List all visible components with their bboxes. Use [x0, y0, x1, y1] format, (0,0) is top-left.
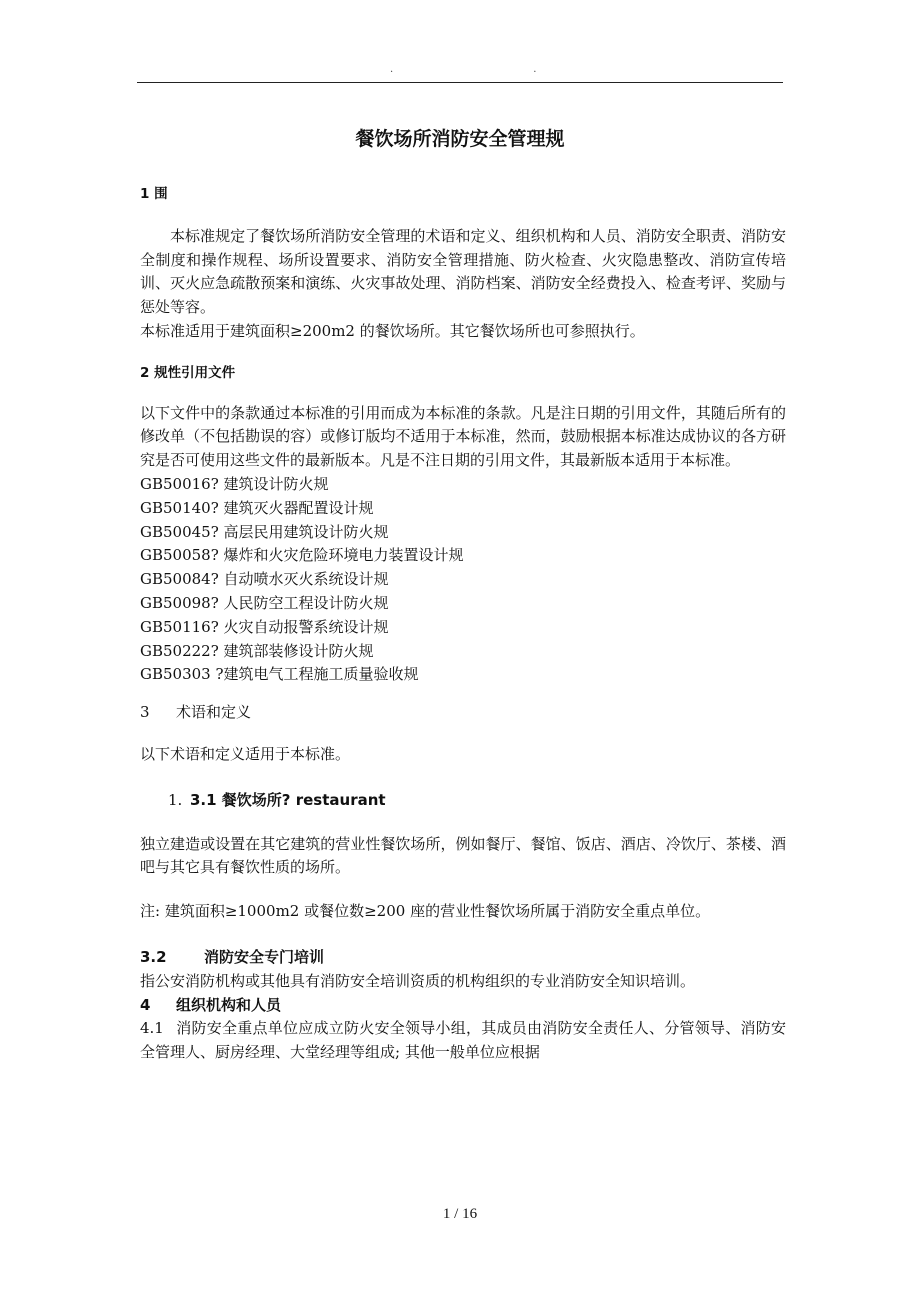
reference-item: GB50116? 火灾自动报警系统设计规: [140, 617, 389, 636]
section-3-1-note: 注: 建筑面积≥1000m2 或餐位数≥200 座的营业性餐饮场所属于消防安全重点单位。: [140, 902, 711, 921]
section-1-paragraph: 本标准规定了餐饮场所消防安全管理的术语和定义、组织机构和人员、消防安全职责、消防安全制度和操作规程、场所设置要求、消防安全管理措施、防火检查、火灾隐患整改、消防宣传培训、灭火应急疏散预案和演练、火灾事故处理、消防档案、消防安全经费投入、检查考评、奖励与惩处等容。: [140, 226, 786, 317]
reference-item: GB50045? 高层民用建筑设计防火规: [140, 522, 389, 541]
section-2-paragraph: 以下文件中的条款通过本标准的引用而成为本标准的条款。凡是注日期的引用文件，其随后所有的修改单（不包括勘误的容）或修订版均不适用于本标准，然而，鼓励根据本标准达成协议的各方研究是否可使用这些文件的最新版本。凡是不注日期的引用文件，其最新版本适用于本标准。: [140, 403, 786, 470]
header-dots: [390, 64, 676, 75]
section-3-2-title: 消防安全专门培训: [204, 947, 325, 966]
section-3-1-paragraph: 独立建造或设置在其它建筑的营业性餐饮场所，例如餐厅、餐馆、饭店、酒店、冷饮厅、茶楼、酒吧与其它具有餐饮性质的场所。: [140, 834, 786, 877]
section-4-1-number: 4.1: [140, 1019, 164, 1038]
document-title: 餐饮场所消防安全管理规: [355, 128, 565, 150]
section-3-2-heading: [140, 946, 786, 970]
section-3-number: 3: [140, 703, 150, 722]
reference-item: GB50084? 自动喷水灭火系统设计规: [140, 570, 389, 589]
header-rule: [137, 82, 783, 83]
reference-item: GB50058? 爆炸和火灾危险环境电力装置设计规: [140, 546, 464, 565]
section-3-heading: [140, 701, 786, 725]
section-2-heading: 2 规性引用文件: [140, 364, 236, 381]
section-3-title: 术语和定义: [176, 703, 252, 722]
section-4-number: 4: [140, 995, 151, 1014]
section-4-heading: [140, 994, 786, 1018]
section-3-1-title: 3.1 餐饮场所? restaurant: [190, 790, 386, 809]
section-4-1-text: 消防安全重点单位应成立防火安全领导小组，其成员由消防安全责任人、分管领导、消防安全管理人、厨房经理、大堂经理等组成; 其他一般单位应根据: [140, 1019, 786, 1062]
document-body: [140, 180, 786, 1065]
section-3-2-paragraph: 指公安消防机构或其他具有消防安全培训资质的机构组织的专业消防安全知识培训。: [140, 971, 696, 990]
section-4-title: 组织机构和人员: [176, 995, 282, 1014]
section-4-1-paragraph: [140, 1017, 786, 1065]
reference-item: GB50303 ?建筑电气工程施工质量验收规: [140, 665, 419, 684]
reference-item: GB50140? 建筑灭火器配置设计规: [140, 498, 374, 517]
reference-item: GB50016? 建筑设计防火规: [140, 474, 329, 493]
section-3-1-heading: [140, 789, 786, 813]
list-number: 1.: [168, 790, 183, 809]
section-3-paragraph: 以下术语和定义适用于本标准。: [140, 744, 351, 763]
reference-item: GB50098? 人民防空工程设计防火规: [140, 593, 389, 612]
header-dot-left: .: [390, 64, 534, 75]
reference-item: GB50222? 建筑部装修设计防火规: [140, 641, 374, 660]
section-3-2-number: 3.2: [140, 947, 167, 966]
section-1-heading: 1 围: [140, 186, 168, 202]
header-dot-right: .: [533, 64, 677, 75]
reference-list: [140, 473, 786, 687]
page-number: 1 / 16: [442, 1206, 478, 1222]
section-1-scope: 本标准适用于建筑面积≥200m2 的餐饮场所。其它餐饮场所也可参照执行。: [140, 321, 645, 340]
